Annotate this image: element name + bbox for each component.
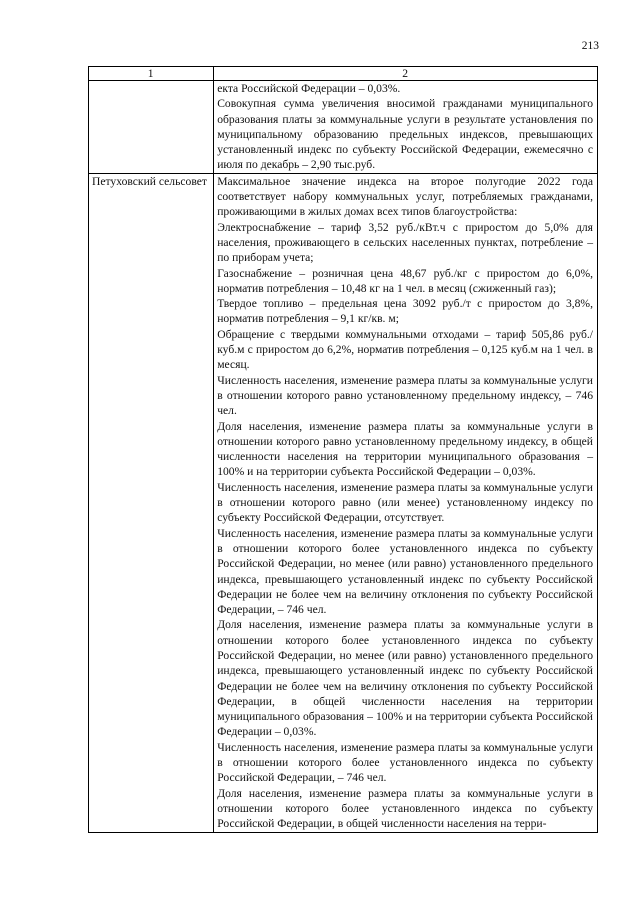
municipality-cell bbox=[89, 173, 214, 832]
column-header-2: 2 bbox=[214, 67, 598, 81]
page-number: 213 bbox=[581, 40, 599, 52]
paragraph: Обращение с твердыми коммунальными отходами – тариф 505,86 руб./куб.м с приростом до 6,2%, норматив потребления – 0,125 куб.м на 1 чел. в месяц. bbox=[217, 327, 593, 372]
paragraph: Численность населения, изменение размера платы за коммунальные услуги в отношении которого более установленного индекса по субъекту Российской Федерации, – 746 чел. bbox=[217, 740, 593, 785]
paragraph: Электроснабжение – тариф 3,52 руб./кВт.ч с приростом до 5,0% для населения, проживающего в сельских населенных пунктах, потребление – по приборам учета; bbox=[217, 220, 593, 265]
paragraph: Газоснабжение – розничная цена 48,67 руб./кг с приростом до 6,0%, норматив потребления – 10,48 кг на 1 чел. в месяц (сжиженный газ); bbox=[217, 266, 593, 295]
index-description-cell bbox=[214, 81, 598, 174]
paragraph: Численность населения, изменение размера платы за коммунальные услуги в отношении которого равно установленному предельному индексу, – 746 чел. bbox=[217, 373, 593, 418]
municipality-name: Петуховский сельсовет bbox=[92, 174, 207, 188]
paragraph: Доля населения, изменение размера платы за коммунальные услуги в отношении которого более установленного индекса по субъекту Российской Федерации, в общей численности населения на терри- bbox=[217, 786, 593, 831]
paragraph: Численность населения, изменение размера платы за коммунальные услуги в отношении которого равно (или менее) установленному индексу по субъекту Российской Федерации, отсутствует. bbox=[217, 480, 593, 525]
index-description-cell bbox=[214, 173, 598, 832]
document-table bbox=[88, 66, 598, 833]
paragraph: Численность населения, изменение размера платы за коммунальные услуги в отношении которого более установленного индекса по субъекту Российской Федерации, но менее (или равно) установленного предельного индекса, превышающего установленный индекс по субъекту Российской Федерации не более чем на величину отклонения по субъекту Российской Федерации, – 746 чел. bbox=[217, 526, 593, 617]
column-header-1: 1 bbox=[89, 67, 214, 81]
paragraph: Совокупная сумма увеличения вносимой гражданами муниципального образования платы за коммунальные услуги в результате установления по муниципальному образованию предельных индексов, превышающих установленный индекс по субъекту Российской Федерации, ежемесячно с июля по декабрь – 2,90 тыс.руб. bbox=[217, 97, 593, 172]
table-row bbox=[89, 173, 598, 832]
paragraph: Доля населения, изменение размера платы за коммунальные услуги в отношении которого более установленного индекса по субъекту Российской Федерации, но менее (или равно) установленного предельного индекса, превышающего установленный индекс по субъекту Российской Федерации не более чем на величину отклонения по субъекту Российской Федерации, в общей численности населения на территории муниципального образования – 100% и на территории субъекта Российской Федерации – 0,03%. bbox=[217, 618, 593, 739]
paragraph: Доля населения, изменение размера платы за коммунальные услуги в отношении которого равно установленному предельному индексу, в общей численности населения на территории муниципального образования – 100% и на территории субъекта Российской Федерации – 0,03%. bbox=[217, 419, 593, 479]
paragraph: Максимальное значение индекса на второе полугодие 2022 года соответствует набору коммунальных услуг, потребляемых гражданами, проживающими в жилых домах всех типов благоустройства: bbox=[217, 174, 593, 219]
paragraph: екта Российской Федерации – 0,03%. bbox=[217, 82, 401, 95]
table-row bbox=[89, 81, 598, 174]
municipality-cell bbox=[89, 81, 214, 174]
paragraph: Твердое топливо – предельная цена 3092 руб./т с приростом до 3,8%, норматив потребления – 9,1 кг/кв. м; bbox=[217, 297, 593, 326]
table-header-row bbox=[89, 67, 598, 81]
